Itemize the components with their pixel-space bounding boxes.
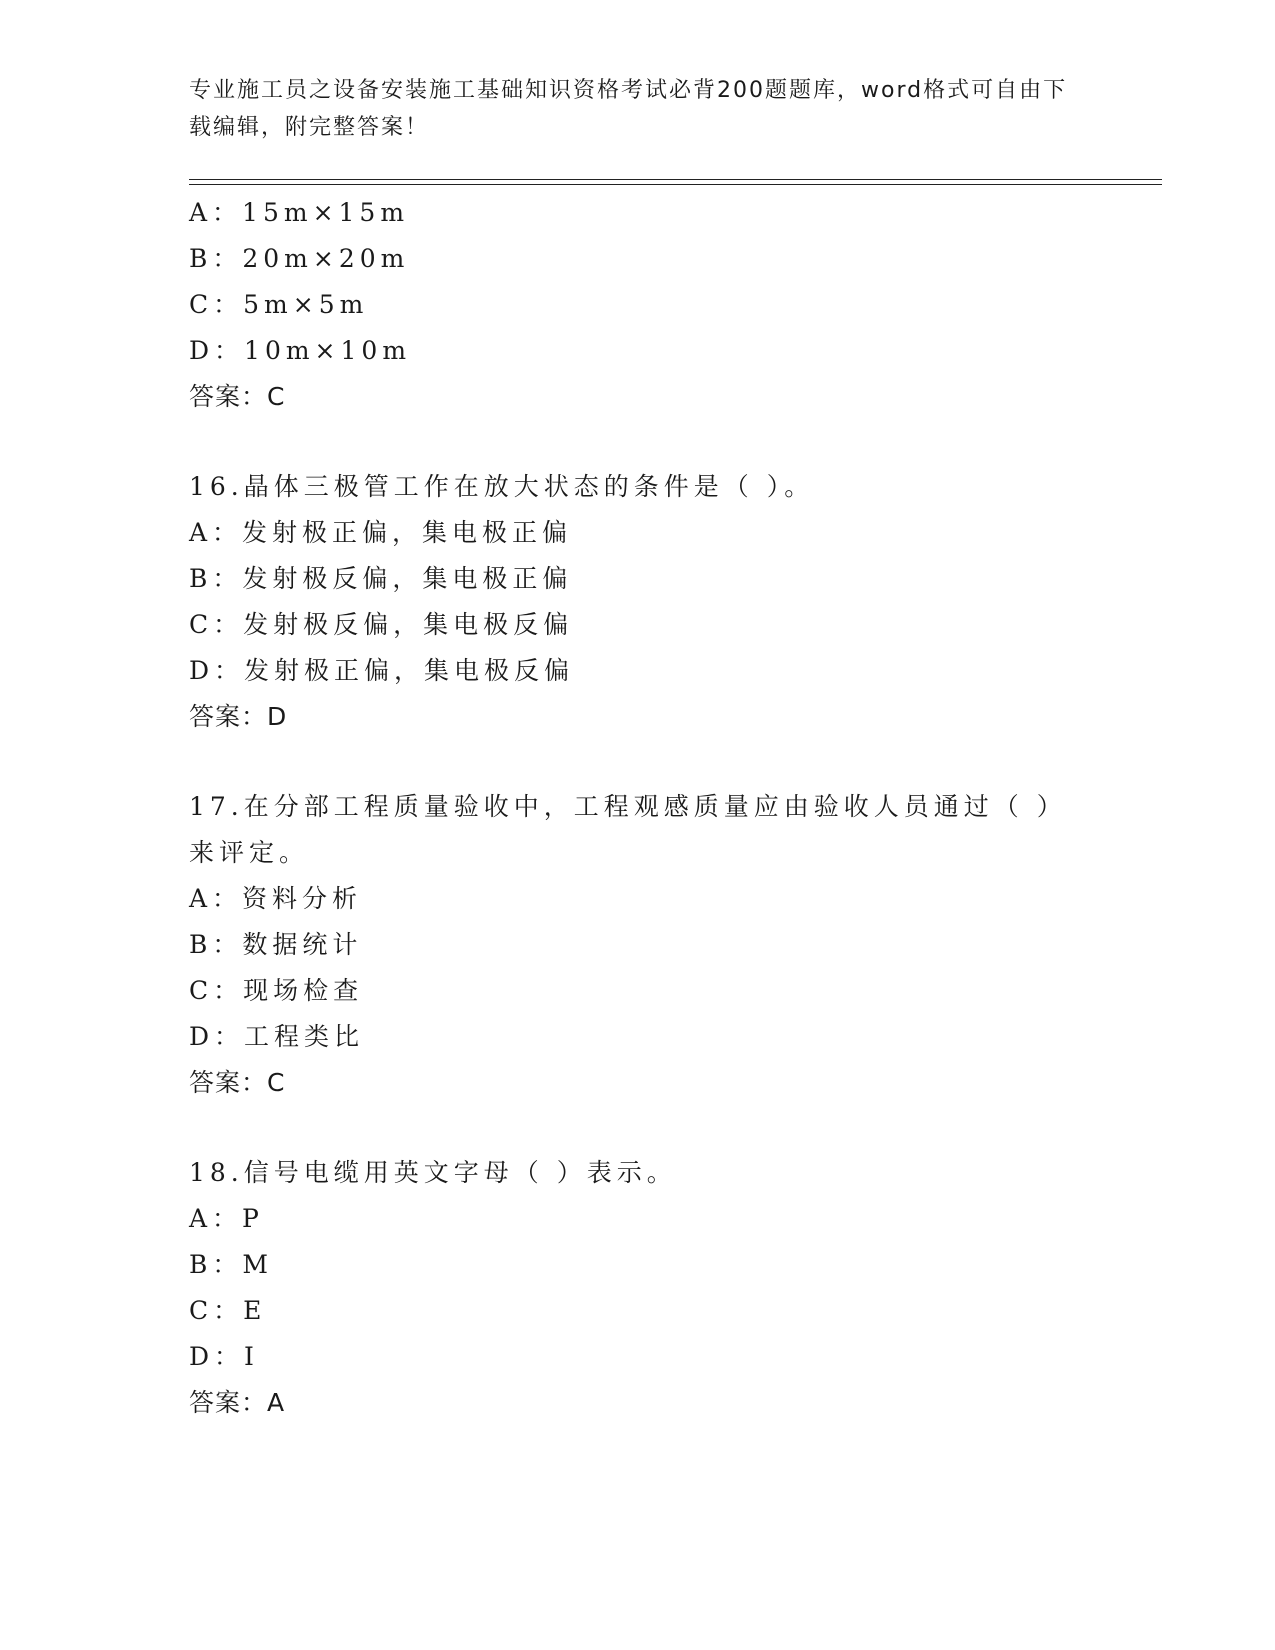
option-b: B：20m×20m: [189, 244, 410, 273]
option-c: C：发射极反偏，集电极反偏: [189, 610, 574, 639]
document-header: 专业施工员之设备安装施工基础知识资格考试必背200题题库，word格式可自由下载编辑，附完整答案！: [189, 78, 1068, 140]
question-stem: 18.信号电缆用英文字母（ ）表示。: [189, 1158, 677, 1187]
header-divider-top: [189, 179, 1162, 180]
answer-label: 答案：C: [189, 382, 286, 411]
spacer: [189, 420, 1089, 464]
question-stem: 16.晶体三极管工作在放大状态的条件是（ ）。: [189, 472, 815, 501]
question-stem: 17.在分部工程质量验收中，工程观感质量应由验收人员通过（ ）来评定。: [189, 792, 1067, 867]
option-a: A：发射极正偏，集电极正偏: [189, 518, 573, 547]
question-list: [189, 190, 1089, 1426]
question-18: [189, 1150, 1089, 1426]
option-d: D：10m×10m: [189, 336, 412, 365]
option-b: B：发射极反偏，集电极正偏: [189, 564, 573, 593]
answer-label: 答案：A: [189, 1388, 286, 1417]
answer-label: 答案：D: [189, 702, 288, 731]
option-b: B：数据统计: [189, 930, 363, 959]
option-d: D：发射极正偏，集电极反偏: [189, 656, 575, 685]
spacer: [189, 1106, 1089, 1150]
answer-label: 答案：C: [189, 1068, 286, 1097]
option-c: C：现场检查: [189, 976, 364, 1005]
option-a: A：P: [189, 1204, 264, 1233]
question-17: [189, 784, 1089, 1106]
option-d: D：I: [189, 1342, 259, 1371]
header-divider-bottom: [189, 184, 1162, 185]
spacer: [189, 740, 1089, 784]
option-a: A：15m×15m: [189, 198, 410, 227]
option-c: C：E: [189, 1296, 267, 1325]
question-16: [189, 464, 1089, 740]
option-c: C：5m×5m: [189, 290, 369, 319]
option-d: D：工程类比: [189, 1022, 365, 1051]
option-a: A：资料分析: [189, 884, 363, 913]
option-b: B：M: [189, 1250, 273, 1279]
question-15: [189, 190, 1089, 420]
